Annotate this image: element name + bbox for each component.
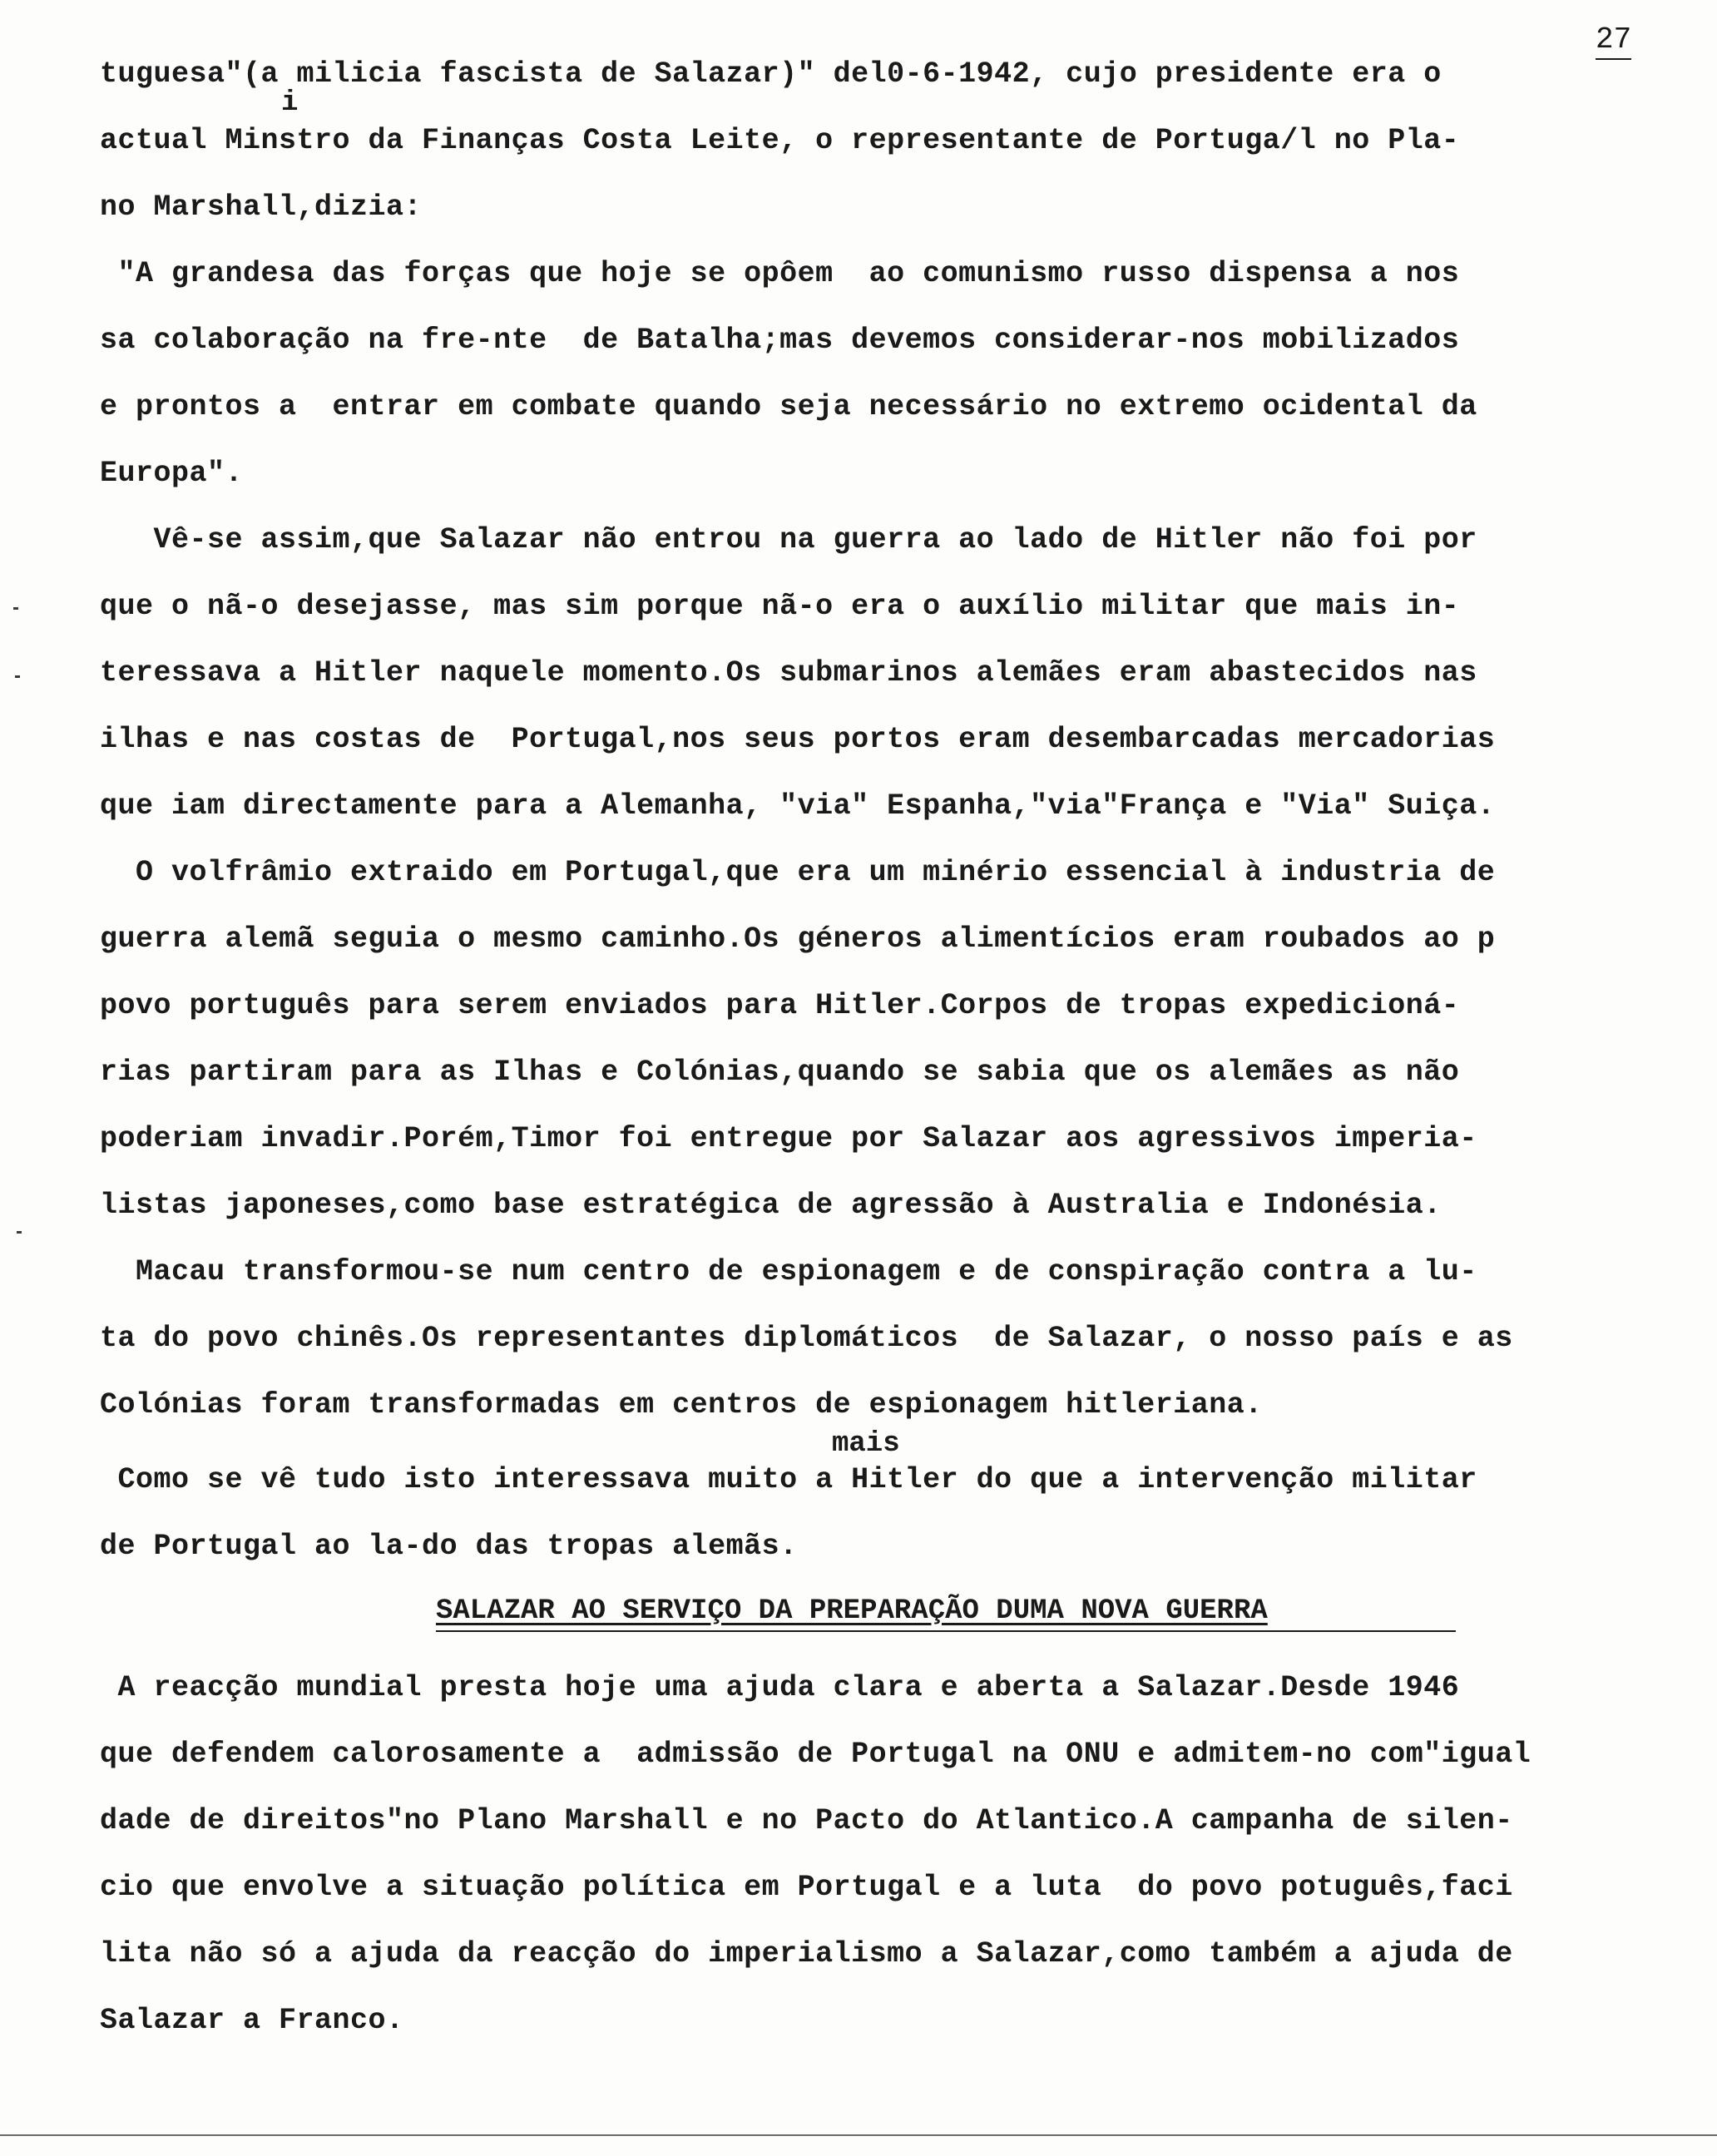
text-line: Europa". [100, 457, 244, 490]
text-line: de Portugal ao la-do das tropas alemãs. [100, 1530, 798, 1563]
scan-speck [15, 675, 20, 678]
text-line: lita não só a ajuda da reacção do imperialismo a Salazar,como também a ajuda de [100, 1937, 1513, 1971]
text-line: Como se vê tudo isto interessava muito a Hitler do que a intervenção militar [100, 1463, 1477, 1496]
text-line: dade de direitos"no Plano Marshall e no Pacto do Atlantico.A campanha de silen- [100, 1804, 1513, 1837]
text-line: que defendem calorosamente a admissão de Portugal na ONU e admitem-no com"igual [100, 1738, 1531, 1771]
text-line: Colónias foram transformadas em centros de espionagem hitleriana. [100, 1388, 1263, 1422]
scan-speck [17, 1231, 22, 1234]
handwritten-insert-i: i [281, 87, 299, 119]
text-line: no Marshall,dizia: [100, 190, 423, 224]
text-line: "A grandesa das forças que hoje se opôem ao comunismo russo dispensa a nos [100, 257, 1460, 290]
text-line: A reacção mundial presta hoje uma ajuda clara e aberta a Salazar.Desde 1946 [100, 1671, 1460, 1704]
text-line: actual Minstro da Finanças Costa Leite, o representante de Portuga/l no Pla- [100, 124, 1460, 157]
text-line: Salazar a Franco. [100, 2004, 404, 2037]
text-line: listas japoneses,como base estratégica de agressão à Australia e Indonésia. [100, 1189, 1442, 1222]
text-line: Macau transformou-se num centro de espionagem e de conspiração contra a lu- [100, 1255, 1477, 1288]
text-line: sa colaboração na fre-nte de Batalha;mas devemos considerar-nos mobilizados [100, 324, 1460, 357]
text-line: guerra alemã seguia o mesmo caminho.Os géneros alimentícios eram roubados ao p [100, 922, 1496, 956]
text-line: teressava a Hitler naquele momento.Os submarinos alemães eram abastecidos nas [100, 656, 1477, 690]
text-line: cio que envolve a situação política em Portugal e a luta do povo potuguês,faci [100, 1871, 1513, 1904]
text-line: ilhas e nas costas de Portugal,nos seus portos eram desembarcadas mercadorias [100, 723, 1496, 756]
text-line: povo português para serem enviados para Hitler.Corpos de tropas expedicioná- [100, 989, 1460, 1022]
handwritten-insert-mais: mais [832, 1428, 900, 1460]
text-line: Vê-se assim,que Salazar não entrou na guerra ao lado de Hitler não foi por [100, 523, 1477, 556]
text-line: poderiam invadir.Porém,Timor foi entregue por Salazar aos agressivos imperia- [100, 1122, 1477, 1155]
text-line: tuguesa"(a milicia fascista de Salazar)" del0-6-1942, cujo presidente era o [100, 57, 1442, 91]
text-line: O volfrâmio extraido em Portugal,que era um minério essencial à industria de [100, 856, 1496, 889]
text-line: ta do povo chinês.Os representantes diplomáticos de Salazar, o nosso país e as [100, 1322, 1513, 1355]
scan-speck [13, 607, 18, 610]
text-line: e prontos a entrar em combate quando seja necessário no extremo ocidental da [100, 390, 1477, 423]
text-line: que o nã-o desejasse, mas sim porque nã-o era o auxílio militar que mais in- [100, 590, 1460, 623]
heading-underline [436, 1630, 1456, 1632]
page-bottom-edge [0, 2134, 1717, 2136]
text-line: rias partiram para as Ilhas e Colónias,quando se sabia que os alemães as não [100, 1056, 1460, 1089]
page-number: 27 [1596, 23, 1631, 60]
text-line: que iam directamente para a Alemanha, "via" Espanha,"via"França e "Via" Suiça. [100, 789, 1496, 823]
section-heading: SALAZAR AO SERVIÇO DA PREPARAÇÃO DUMA NOVA GUERRA [436, 1595, 1268, 1627]
